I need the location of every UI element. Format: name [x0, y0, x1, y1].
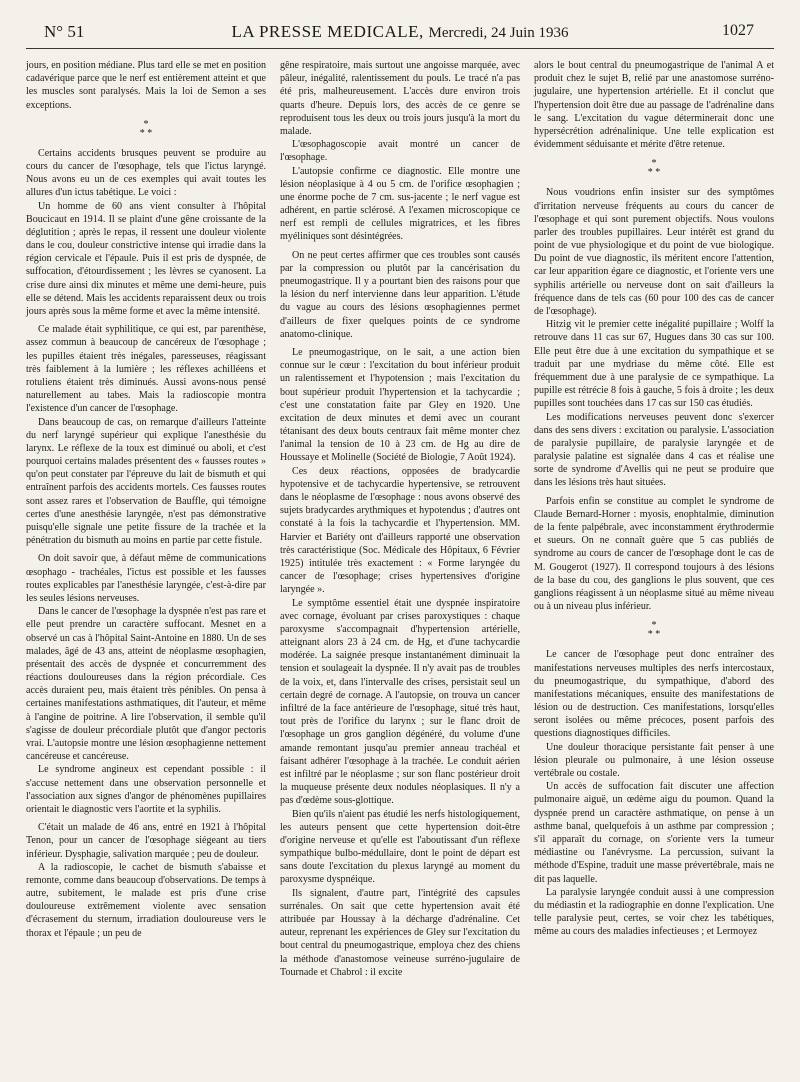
paragraph: Ils signalent, d'autre part, l'intégrité des capsules surrénales. On sait que cette hypertension avait été attribuée par Houssay à la décharge d'adrénaline. Cet auteur, reprenant les expériences de Gley sur l'excitation du bout central du pneumogastrique, employa chez des chiens la méthode d'anastomose veineuse surréno-jugulaire de Tournade et Chabrol : il excite [280, 887, 520, 978]
paragraph: A la radioscopie, le cachet de bismuth s'abaisse et remonte, comme dans beaucoup d'observations. De temps à autre, subitement, le malade est pris d'une crise douloureuse extrêmement violente avec sensation d'écrasement du sternum, irradiation douloureuse vers le thorax et l'épaule ; un peu de [26, 861, 266, 939]
paragraph: Le symptôme essentiel était une dyspnée inspiratoire avec cornage, évoluant par crises paroxystiques : chaque paroxysme s'accompagnait d'hypertension artérielle, atteignant alors 23 à 24 cm. de Hg, et d'une tachycardie modérée. La saignée presque instantanément diminuait la tension et soulageait la dyspnée. Il n'y avait pas de troubles de la voix, et, dans l'intervalle des crises, persistait seul un certain degré de cornage. A l'autopsie, on trouva un cancer infiltré de la face antérieure de l'œsophage, situé très haut, tout près de l'orifice du larynx ; sur le flanc droit de l'œsophage un gros ganglion dégénéré, du volume d'une amande remontant jusqu'au premier anneau trachéal et faisant adhérer l'œsophage à la trachée. Le conduit aérien est infiltré par le néoplasme ; sur son flanc postérieur droit la muqueuse présente deux nodules néoplasiques. Il n'y a pas d'œdème sous-glottique. [280, 597, 520, 807]
paragraph: C'était un malade de 46 ans, entré en 1921 à l'hôpital Tenon, pour un cancer de l'œsophage siégeant au tiers inférieur. Dysphagie, salivation marquée ; peu de douleur. [26, 822, 266, 860]
paragraph: Dans le cancer de l'œsophage la dyspnée n'est pas rare et elle peut prendre un caractère suffocant. Mesnet en a observé un cas à l'hôpital Saint-Antoine en 1880. Un de ses malades, âgé de 43 ans, atteint de néoplasme œsophagien, présentait des accès de dyspnée et concurremment des réactions douloureuses dans la région précordiale. Ces accès duraient peu, mais étaient très pénibles. On pensa à certaines manifestations asthmatiques, dit l'auteur, et même à l'angine de poitrine. A lire l'observation, il semble qu'il s'agisse de douleur précordiale plutôt que d'angor pectoris vrai. L'autopsie montre une lésion œsophagienne nettement cancéreuse et cancéreuse. [26, 606, 266, 763]
paragraph: alors le bout central du pneumogastrique de l'animal A et produit chez le sujet B, relié par une anastomose surréno-jugulaire, une hypertension artérielle. Et il conclut que l'hypertension doit être due au passage de l'adrénaline dans le sang. L'excitation du vague déterminerait donc une hypersécrétion adrénalinique. Une telle explication est évidemment séduisante et mérite d'être retenue. [534, 60, 774, 151]
paragraph: gêne respiratoire, mais surtout une angoisse marquée, avec pâleur, inégalité, ralentissement du pouls. Le tracé n'a pas été pris, malheureusement. L'accès dure environ trois quarts d'heure. Depuis lors, des accès de ce genre se reproduisent tous les deux ou trois jours jusqu'à la mort du malade. [280, 60, 520, 137]
paragraph: Le pneumogastrique, on le sait, a une action bien connue sur le cœur : l'excitation du bout inférieur produit un ralentissement et l'hypotension ; mais l'excitation du bout supérieur produit l'hypertension et la tachycardie ; c'est une constatation faite par Gley en 1920. Une excitation de deux minutes et demi avec un courant tétanisant des deux bouts centraux fait même monter chez l'animal la tension de 10 à 23 cm. de Hg au dire de Houssaye et Molinelle (Société de Biologie, 7 Août 1924). [280, 346, 520, 464]
section-separator: * * * [647, 158, 661, 179]
text-columns [26, 59, 774, 979]
paragraph: Le cancer de l'œsophage peut donc entraîner des manifestations nerveuses multiples des nerfs intercostaux, du pneumogastrique, du sympathique, d'abord des manifestations mécaniques, ensuite des manifestations de lésion ou de destruction. Ces manifestations, lorsqu'elles seront isolées ou même précoces, posent parfois des questions diagnostiques difficiles. [534, 649, 774, 740]
paragraph: Un accès de suffocation fait discuter une affection pulmonaire aiguë, un œdème aigu du poumon. Quand la dyspnée prend un caractère asthmatique, on pense à un asthme banal, quelquefois à un asthme par compression ; s'il apparaît du cornage, on s'oriente vers la tumeur médiastine ou l'anévrysme. La percussion, suivant la méthode d'Espine, traduit une masse prévertébrale, mais ne dit pas laquelle. [534, 781, 774, 885]
paragraph: Certains accidents brusques peuvent se produire au cours du cancer de l'œsophage, tels que l'ictus laryngé. Nous avons eu un de ces exemples qui avait toutes les allures d'un ictus tabétique. Le voici : [26, 147, 266, 199]
paragraph: Le syndrome angineux est cependant possible : il s'accuse nettement dans une observation personnelle et l'association aux signes d'angor de phénomènes pupillaires orientait le diagnostic vers l'aortite et la syphilis. [26, 764, 266, 815]
paragraph: Bien qu'ils n'aient pas étudié les nerfs histologiquement, les auteurs pensent que cette hypertension doit-être d'origine nerveuse et qu'elle est l'aboutissant d'un réflexe sympathique bulbo-médullaire, dont le point de départ est sans doute l'excitation du plexus laryngé au moment du paroxysme dyspnéique. [280, 808, 520, 886]
column-2 [280, 59, 520, 979]
paragraph: On ne peut certes affirmer que ces troubles sont causés par la compression ou plutôt par la cancérisation du pneumogastrique. Il y a pourtant bien des raisons pour que la lésion du nerf intervienne dans leur apparition. L'étude du vague au cours des lésions œsophagiennes permet d'ailleurs de fixer quelques points de ce syndrome anatomo-clinique. [280, 249, 520, 340]
journal-name: LA PRESSE MEDICALE, [231, 22, 424, 41]
paragraph: Nous voudrions enfin insister sur des symptômes d'irritation nerveuse fréquents au cours du cancer de l'œsophage et qui sont purement objectifs. Nous voulons parler des troubles pupillaires. Leur intérêt est grand du point de vue physiologique et du point de vue biologique. Du point de vue diagnostic, ils méritent encore l'attention, car leur apparition égare ce diagnostic, et l'oriente vers une syphilis artérielle ou nerveuse dont on sait d'ailleurs la fréquence dans de tels cas (60 pour 100 des cas de cancer de l'œsophage). [534, 187, 774, 317]
issue-number: N° 51 [44, 22, 85, 41]
section-separator: * * * [139, 118, 153, 139]
page-header [26, 18, 774, 49]
paragraph: L'autopsie confirme ce diagnostic. Elle montre une lésion néoplasique à 4 ou 5 cm. de l'orifice œsophagien ; une énorme poche de 7 cm. sus-jacente ; le nerf vague est adhérent, en partie sclérosé. A l'examen microscopique ce nerf est rempli de cellules migratrices, et les fibres myéliniques sont désintégrées. [280, 165, 520, 243]
journal-title-line [26, 22, 774, 42]
paragraph: Hitzig vit le premier cette inégalité pupillaire ; Wolff la retrouve dans 11 cas sur 67, Hugues dans 30 cas sur 100. Elle peut être due à une excitation du sympathique et se traduit par une mydriase du même côté. Elle est fréquemment due à une paralysie de ce sympathique. La pupille est rétrécie 8 fois à gauche, 5 fois à droite ; les deux pupilles sont touchées dans 17 cas sur 150 cas étudiés. [534, 319, 774, 410]
paragraph: Ce malade était syphilitique, ce qui est, par parenthèse, assez commun à beaucoup de cancéreux de l'œsophage ; les pupilles étaient très inégales, paresseuses, réagissant très faiblement à la lumière ; les réflexes achilléens et rotuliens étaient très diminués. Aussi avons-nous pensé naturellement au tabes. Mais la radioscopie montra l'existence d'un cancer de l'œsophage. [26, 324, 266, 415]
issue-date: Mercredi, 24 Juin 1936 [428, 25, 569, 41]
column-1 [26, 59, 266, 979]
page-number: 1027 [722, 22, 754, 39]
paragraph: Ces deux réactions, opposées de bradycardie hypotensive et de tachycardie hypertensive, se retrouvent dans le néoplasme de l'œsophage : nous avons observé des sujets bradycardes arythmiques et hypotendus ; d'autres ont constaté à la fois la tachycardie et l'hypertension. MM. Harvier et Bariéty ont d'ailleurs rapporté une observation très caractéristique (Soc. Médicale des Hôpitaux, 6 Février 1925) intitulée très exactement : « Forme laryngée du cancer de l'œsophage; crises hypertensives d'origine laryngée ». [280, 465, 520, 596]
paragraph: On doit savoir que, à défaut même de communications œsophago - trachéales, l'ictus est possible et les fausses routes explicables par l'anesthésie laryngée, c'est-à-dire par les seules lésions nerveuses. [26, 553, 266, 604]
paragraph: Parfois enfin se constitue au complet le syndrome de Claude Bernard-Horner : myosis, enophtalmie, diminution de la fente palpébrale, avec inconstamment érythrodermie et sueurs. On ne connaît guère que 5 cas publiés de syndrome au cours de cancer de l'œsophage dont le cas de M. Gougerot (1927). Il correspond toujours à des lésions de la base du cou, des ganglions le plus souvent, que ces ganglions réagissent à un néoplasme situé au même niveau ou à un niveau plus inférieur. [534, 495, 774, 613]
paragraph: Un homme de 60 ans vient consulter à l'hôpital Boucicaut en 1914. Il se plaint d'une gêne croissante de la déglutition ; après le repas, il ressent une douleur violente dans le cou, douleur constrictive intense qui irradie dans la région cervicale et l'épaule. Puis il est pris de dyspnée, de suffocation, d'étourdissement ; les lèvres se cyanosent. La crise dure ainsi dix minutes et même une demi-heure, puis elle se détend. Mais les accidents reparaissent deux ou trois jours après sous la même forme et avec la même intensité. [26, 200, 266, 317]
paragraph: Dans beaucoup de cas, on remarque d'ailleurs l'atteinte du nerf laryngé supérieur qui explique l'anesthésie du larynx. Le réflexe de la toux est diminué ou aboli, et c'est pourquoi certains malades présentent des « fausses routes » qu'on peut constater par l'épreuve du lait de bismuth et qui entraînent parfois des accidents mortels. Ces fausses routes sont assez rares et l'observation de Bauffle, qui témoigne certes d'une anesthésie laryngée, n'est pas démonstrative puisqu'elle signale une petite fissure de la trachée et la pénétration du bismuth au moins en partie par cette fistule. [26, 416, 266, 547]
paragraph: jours, en position médiane. Plus tard elle se met en position cadavérique parce que le nerf est entièrement atteint et que les muscles sont paralysés. Mais la loi de Semon a ses exceptions. [26, 60, 266, 111]
paragraph: La paralysie laryngée conduit aussi à une compression du médiastin et la radiographie en donne l'explication. Une telle paralysie peut, certes, se voir chez les tabétiques, même au cours des maladies infectieuses ; et Lermoyez [534, 886, 774, 938]
section-separator: * * * [647, 620, 661, 641]
paragraph: L'œsophagoscopie avait montré un cancer de l'œsophage. [280, 139, 520, 164]
column-3 [534, 59, 774, 979]
paragraph: Une douleur thoracique persistante fait penser à une lésion pleurale ou pulmonaire, à une lésion osseuse vertébrale ou costale. [534, 741, 774, 779]
paragraph: Les modifications nerveuses peuvent donc s'exercer dans des sens divers : excitation ou paralysie. L'association de paralysie pupillaire, de paralysie laryngée et de paralysie palatine est signalée dans 4 cas et réalise une sorte de syndrome d'Avellis qui ne peut se produire que dans les lésions très haut situées. [534, 411, 774, 489]
